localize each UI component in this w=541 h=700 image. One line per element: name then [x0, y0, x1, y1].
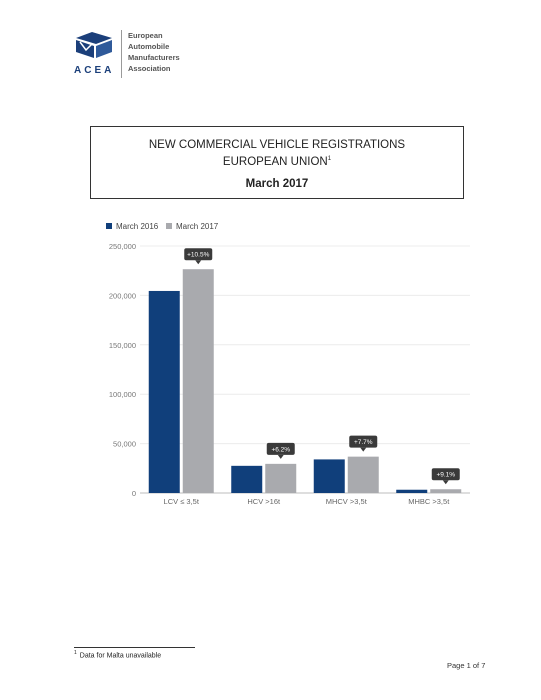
- change-label: +9.1%: [436, 471, 456, 479]
- logo-name-line: Automobile: [128, 42, 170, 51]
- footnote: [74, 650, 161, 659]
- acea-logo: [74, 30, 214, 80]
- x-tick-label: MHBC >3,5t: [408, 497, 450, 506]
- footnote-number: 1: [74, 650, 77, 656]
- logo-acronym: ACEA: [74, 65, 115, 76]
- title-footnote-ref: 1: [327, 156, 332, 162]
- bar: [149, 291, 180, 493]
- change-tooltip-pointer: [195, 260, 201, 264]
- logo-name-line: European: [128, 31, 163, 40]
- logo-name: [128, 30, 180, 74]
- change-label: +10.5%: [187, 251, 210, 259]
- acea-logo-icon: [74, 30, 114, 60]
- logo-name-line: Association: [128, 64, 171, 73]
- change-label: +7.7%: [353, 439, 373, 447]
- bar: [348, 457, 379, 493]
- y-tick-label: 200,000: [108, 291, 136, 301]
- page-number: Page 1 of 7: [447, 661, 486, 670]
- change-tooltip-pointer: [443, 480, 449, 484]
- change-tooltip-pointer: [278, 455, 284, 459]
- legend-label: March 2016: [116, 222, 159, 231]
- legend-swatch: [106, 223, 112, 229]
- bar: [265, 464, 296, 493]
- bar: [183, 269, 214, 493]
- logo-divider: [121, 30, 122, 78]
- registrations-bar-chart: [80, 215, 470, 515]
- footnote-divider: [74, 647, 195, 648]
- bar: [314, 459, 345, 493]
- title-date: March 2017: [245, 177, 309, 190]
- title-line-2: [91, 152, 463, 169]
- bar: [231, 466, 262, 493]
- title-line-1: NEW COMMERCIAL VEHICLE REGISTRATIONS: [148, 139, 406, 151]
- y-tick-label: 0: [131, 489, 136, 498]
- x-tick-label: MHCV >3,5t: [325, 497, 367, 506]
- legend-label: March 2017: [176, 222, 219, 231]
- y-tick-label: 50,000: [113, 439, 136, 449]
- x-tick-label: HCV >16t: [247, 497, 281, 506]
- title-box: [90, 126, 464, 199]
- logo-name-line: Manufacturers: [128, 53, 180, 62]
- y-tick-label: 150,000: [108, 340, 136, 350]
- bar: [430, 489, 461, 493]
- legend-swatch: [166, 223, 172, 229]
- x-tick-label: LCV ≤ 3,5t: [163, 497, 199, 506]
- y-tick-label: 250,000: [108, 242, 136, 251]
- footnote-text: Data for Malta unavailable: [79, 652, 162, 660]
- bar: [396, 490, 427, 493]
- change-label: +6.2%: [271, 446, 291, 454]
- change-tooltip-pointer: [360, 448, 366, 452]
- y-tick-label: 100,000: [108, 390, 136, 400]
- title-region: EUROPEAN UNION: [222, 155, 328, 168]
